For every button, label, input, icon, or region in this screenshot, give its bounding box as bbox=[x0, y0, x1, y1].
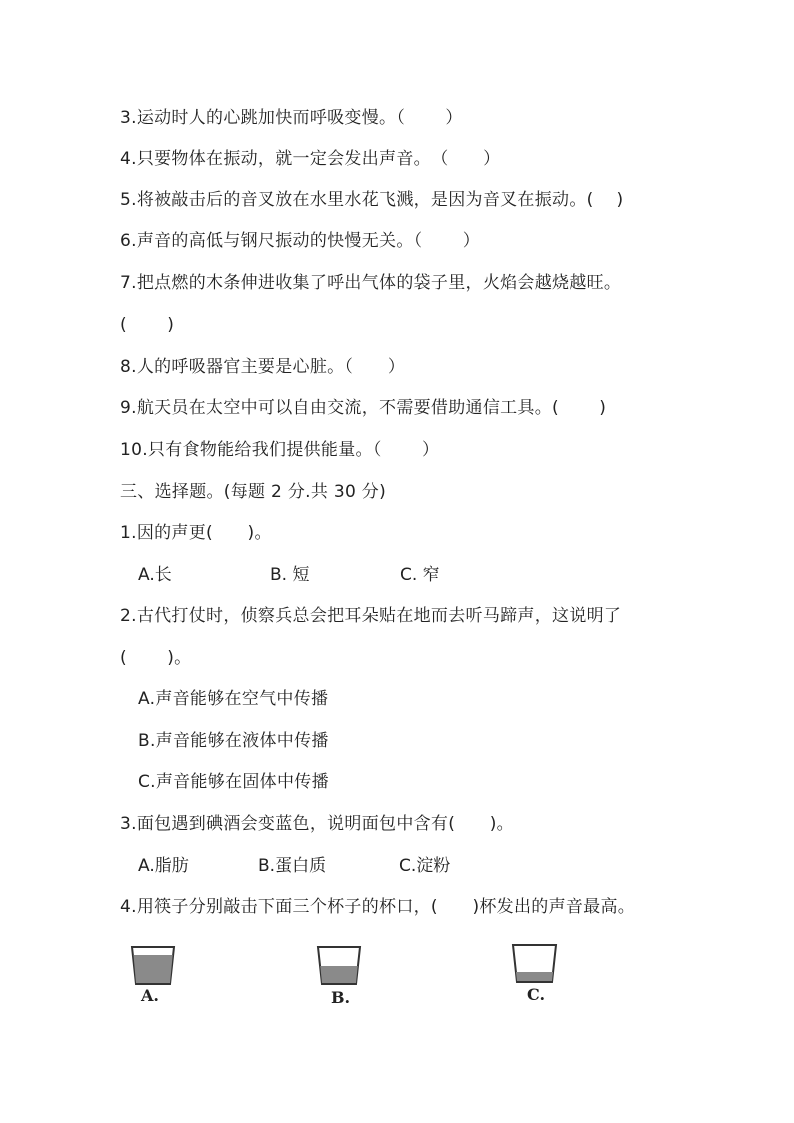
q2-stem-cont: ( )。 bbox=[120, 648, 192, 668]
q1-option-c: C. 窄 bbox=[400, 565, 440, 585]
cups-drawing bbox=[0, 935, 794, 1015]
tf-item-3: 3.运动时人的心跳加快而呼吸变慢。（ ） bbox=[120, 108, 463, 128]
tf-item-6: 6.声音的高低与钢尺振动的快慢无关。（ ） bbox=[120, 231, 481, 251]
q3-option-b: B.蛋白质 bbox=[258, 856, 327, 876]
tf-item-9: 9.航天员在太空中可以自由交流，不需要借助通信工具。( ) bbox=[120, 398, 607, 418]
q1-option-b: B. 短 bbox=[270, 565, 310, 585]
tf-item-10: 10.只有食物能给我们提供能量。（ ） bbox=[120, 440, 440, 460]
cups-figure bbox=[0, 935, 794, 1015]
cup-label-b: B. bbox=[331, 988, 351, 1007]
cup-b bbox=[318, 947, 360, 984]
q3-option-a: A.脂肪 bbox=[138, 856, 189, 876]
q4-stem: 4.用筷子分别敲击下面三个杯子的杯口，( )杯发出的声音最高。 bbox=[120, 897, 636, 917]
q1-stem: 1.因的声更( )。 bbox=[120, 523, 272, 543]
q2-stem: 2.古代打仗时，侦察兵总会把耳朵贴在地而去听马蹄声，这说明了 bbox=[120, 606, 622, 626]
q3-option-c: C.淀粉 bbox=[399, 856, 451, 876]
cup-label-c: C. bbox=[527, 985, 546, 1004]
tf-item-8: 8.人的呼吸器官主要是心脏。（ ） bbox=[120, 357, 406, 377]
cup-a bbox=[132, 947, 174, 984]
q2-option-b: B.声音能够在液体中传播 bbox=[138, 731, 329, 751]
tf-item-4: 4.只要物体在振动，就一定会发出声音。 （ ） bbox=[120, 149, 501, 169]
tf-item-7: 7.把点燃的木条伸进收集了呼出气体的袋子里，火焰会越烧越旺。 bbox=[120, 273, 622, 293]
cup-label-a: A. bbox=[141, 986, 159, 1005]
q2-option-a: A.声音能够在空气中传播 bbox=[138, 689, 329, 709]
q1-option-a: A.长 bbox=[138, 565, 172, 585]
cup-c-water bbox=[516, 972, 553, 981]
q2-option-c: C.声音能够在固体中传播 bbox=[138, 772, 329, 792]
cup-b-water bbox=[320, 966, 357, 983]
section-3-heading: 三、选择题。(每题 2 分.共 30 分) bbox=[120, 482, 387, 502]
cup-a-water bbox=[134, 955, 173, 983]
tf-item-5: 5.将被敲击后的音叉放在水里水花飞溅，是因为音叉在振动。( ) bbox=[120, 190, 624, 210]
cup-c bbox=[513, 945, 556, 982]
tf-item-7-blank: ( ) bbox=[120, 315, 175, 335]
q3-stem: 3.面包遇到碘酒会变蓝色，说明面包中含有( )。 bbox=[120, 814, 514, 834]
